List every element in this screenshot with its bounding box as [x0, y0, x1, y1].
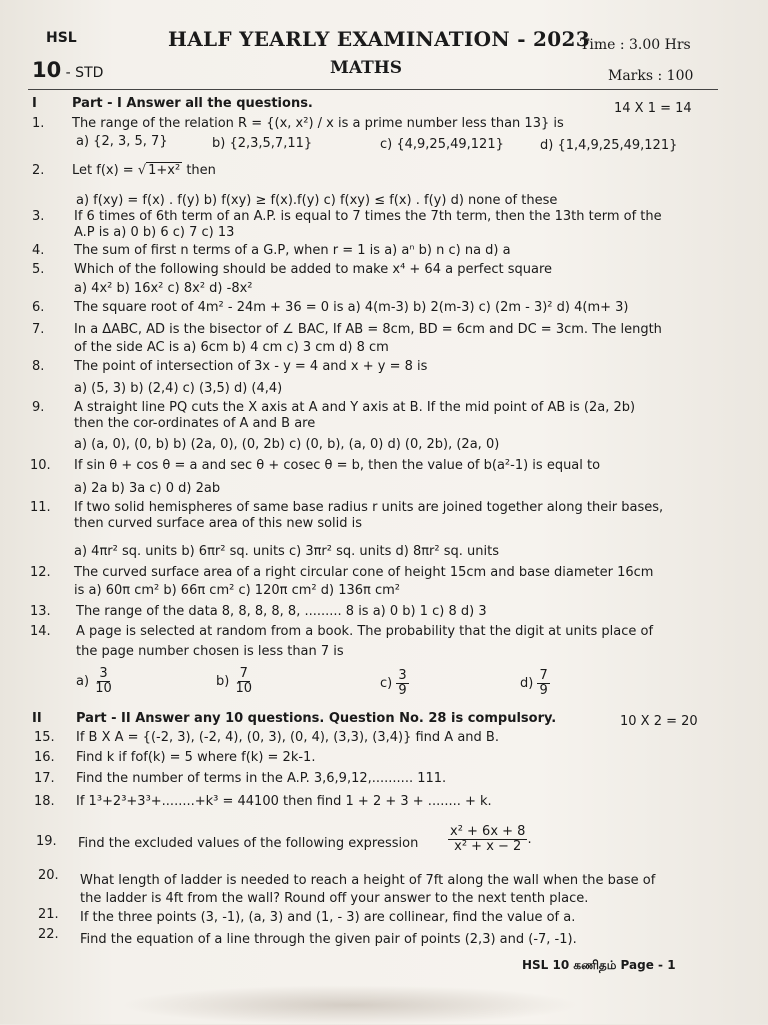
q20-number: 20. — [38, 868, 59, 883]
q5-number: 5. — [32, 262, 45, 277]
q19-number: 19. — [36, 834, 57, 849]
q10-options: a) 2a b) 3a c) 0 d) 2ab — [74, 481, 221, 496]
q1-option-b: b) {2,3,5,7,11} — [212, 136, 313, 151]
q14-d-denominator: 9 — [539, 683, 548, 698]
standard — [32, 58, 103, 82]
q14-a-denominator: 10 — [95, 681, 112, 696]
standard-label: - STD — [61, 65, 104, 81]
q10-number: 10. — [30, 458, 51, 473]
q14-option-d — [520, 669, 550, 698]
q2-options: a) f(xy) = f(x) . f(y) b) f(xy) ≥ f(x).f(y) c) f(xy) ≤ f(x) . f(y) d) none of these — [76, 193, 558, 208]
q14-a-numerator: 3 — [99, 666, 108, 681]
q2-text-pre: Let f(x) = — [72, 163, 138, 178]
q14-c-label: c) — [380, 676, 393, 691]
part1-heading: Part - I Answer all the questions. — [72, 96, 313, 111]
time-allowed: Time : 3.00 Hrs — [580, 37, 691, 53]
q14-option-b — [216, 667, 254, 696]
part2-heading: Part - II Answer any 10 questions. Question No. 28 is compulsory. — [76, 711, 557, 726]
q14-text: A page is selected at random from a book. The probability that the digit at units place of — [76, 624, 654, 639]
q17-number: 17. — [34, 771, 55, 786]
q14-c-fraction — [396, 669, 408, 698]
q2-text-post: then — [182, 163, 216, 178]
q10-text: If sin θ + cos θ = a and sec θ + cosec θ = b, then the value of b(a²-1) is equal to — [74, 458, 601, 473]
q2-radicand: 1+x² — [148, 163, 181, 178]
q18-text: If 1³+2³+3³+........+k³ = 44100 then find 1 + 2 + 3 + ........ + k. — [76, 794, 492, 809]
q14-text-cont: the page number chosen is less than 7 is — [76, 644, 344, 659]
q14-c-denominator: 9 — [398, 683, 407, 698]
q14-b-denominator: 10 — [235, 681, 253, 696]
q5-options: a) 4x² b) 16x² c) 8x² d) -8x² — [74, 281, 253, 296]
q2-text: Let f(x) = √ 1+x² then — [72, 163, 216, 178]
part1-roman: I — [32, 96, 37, 111]
q11-number: 11. — [30, 500, 51, 515]
bottom-shadow — [120, 985, 580, 1025]
q22-text: Find the equation of a line through the given pair of points (2,3) and (-7, -1). — [80, 932, 577, 947]
q22-number: 22. — [38, 927, 59, 942]
q17-text: Find the number of terms in the A.P. 3,6,9,12,.......... 111. — [76, 771, 447, 786]
q16-number: 16. — [34, 750, 55, 765]
part2-roman: II — [32, 711, 42, 726]
q14-b-label: b) — [216, 674, 230, 689]
q3-text: If 6 times of 6th term of an A.P. is equal to 7 times the 7th term, then the 13th term of the — [74, 209, 662, 224]
q3-options: A.P is a) 0 b) 6 c) 7 c) 13 — [74, 225, 235, 240]
q14-option-a — [76, 667, 114, 696]
q20-text-cont: the ladder is 4ft from the wall? Round off your answer to the next tenth place. — [80, 891, 589, 906]
part2-score: 10 X 2 = 20 — [620, 714, 698, 729]
q12-number: 12. — [30, 565, 51, 580]
q8-options: a) (5, 3) b) (2,4) c) (3,5) d) (4,4) — [74, 381, 283, 396]
q14-a-fraction — [93, 667, 114, 696]
q1-option-c: c) {4,9,25,49,121} — [380, 137, 504, 152]
part1-score: 14 X 1 = 14 — [614, 101, 692, 116]
page-footer: HSL 10 கணிதம் Page - 1 — [522, 958, 676, 972]
q6-number: 6. — [32, 300, 45, 315]
q19-fraction — [448, 825, 527, 854]
exam-title: HALF YEARLY EXAMINATION - 2023 — [168, 27, 590, 51]
q3-number: 3. — [32, 209, 45, 224]
q5-text: Which of the following should be added to make x⁴ + 64 a perfect square — [74, 262, 553, 277]
q14-b-numerator: 7 — [239, 666, 248, 681]
q14-option-c — [380, 669, 409, 698]
q8-number: 8. — [32, 359, 45, 374]
school-code: HSL — [46, 30, 77, 46]
q21-text: If the three points (3, -1), (a, 3) and (1, - 3) are collinear, find the value of a. — [80, 910, 576, 925]
q7-options: of the side AC is a) 6cm b) 4 cm c) 3 cm d) 8 cm — [74, 340, 389, 355]
q12-text: The curved surface area of a right circular cone of height 15cm and base diameter 16cm — [74, 565, 654, 580]
q15-text: If B X A = {(-2, 3), (-2, 4), (0, 3), (0, 4), (3,3), (3,4)} find A and B. — [76, 730, 499, 745]
q21-number: 21. — [38, 907, 59, 922]
q1-option-a: a) {2, 3, 5, 7} — [76, 134, 168, 149]
q19-text: Find the excluded values of the following expression — [78, 836, 419, 851]
q4-number: 4. — [32, 243, 45, 258]
q14-d-numerator: 7 — [539, 668, 548, 683]
q14-a-label: a) — [76, 674, 90, 689]
q11-text-cont: then curved surface area of this new solid is — [74, 516, 363, 531]
q4-text: The sum of first n terms of a G.P, when r = 1 is a) aⁿ b) n c) na d) a — [74, 243, 511, 258]
q13-number: 13. — [30, 604, 51, 619]
q19-expression — [448, 825, 532, 854]
q15-number: 15. — [34, 730, 55, 745]
q19-denominator: x² + x − 2 — [454, 839, 522, 854]
q1-option-d: d) {1,4,9,25,49,121} — [540, 138, 678, 153]
q7-text: In a ΔABC, AD is the bisector of ∠ BAC, If AB = 8cm, BD = 6cm and DC = 3cm. The length — [74, 322, 662, 337]
total-marks: Marks : 100 — [608, 68, 694, 84]
q9-text: A straight line PQ cuts the X axis at A and Y axis at B. If the mid point of AB is (2a, 2b) — [74, 400, 636, 415]
q9-number: 9. — [32, 400, 45, 415]
q14-d-fraction — [537, 669, 549, 698]
q7-number: 7. — [32, 322, 45, 337]
q20-text: What length of ladder is needed to reach a height of 7ft along the wall when the base of — [80, 873, 656, 888]
q2-number: 2. — [32, 163, 45, 178]
q14-number: 14. — [30, 624, 51, 639]
q1-number: 1. — [32, 116, 45, 131]
q14-d-label: d) — [520, 676, 534, 691]
header-divider — [28, 89, 718, 90]
q16-text: Find k if fof(k) = 5 where f(k) = 2k-1. — [76, 750, 316, 765]
q18-number: 18. — [34, 794, 55, 809]
standard-number: 10 — [32, 58, 62, 82]
q6-text: The square root of 4m² - 24m + 36 = 0 is a) 4(m-3) b) 2(m-3) c) (2m - 3)² d) 4(m+ 3) — [74, 300, 629, 315]
q13-text: The range of the data 8, 8, 8, 8, 8, ......... 8 is a) 0 b) 1 c) 8 d) 3 — [76, 604, 487, 619]
q12-options: is a) 60π cm² b) 66π cm² c) 120π cm² d) 136π cm² — [74, 583, 400, 598]
q19-numerator: x² + 6x + 8 — [450, 824, 526, 839]
q11-options: a) 4πr² sq. units b) 6πr² sq. units c) 3πr² sq. units d) 8πr² sq. units — [74, 544, 499, 559]
q14-c-numerator: 3 — [398, 668, 407, 683]
q9-text-cont: then the cor-ordinates of A and B are — [74, 416, 316, 431]
q9-options: a) (a, 0), (0, b) b) (2a, 0), (0, 2b) c) (0, b), (a, 0) d) (0, 2b), (2a, 0) — [74, 437, 500, 452]
subject-title: MATHS — [330, 58, 403, 78]
q8-text: The point of intersection of 3x - y = 4 and x + y = 8 is — [74, 359, 428, 374]
q1-text: The range of the relation R = {(x, x²) / x is a prime number less than 13} is — [72, 116, 564, 131]
q19-end: . — [527, 832, 532, 847]
q14-b-fraction — [233, 667, 254, 696]
q11-text: If two solid hemispheres of same base radius r units are joined together along their bases, — [74, 500, 664, 515]
